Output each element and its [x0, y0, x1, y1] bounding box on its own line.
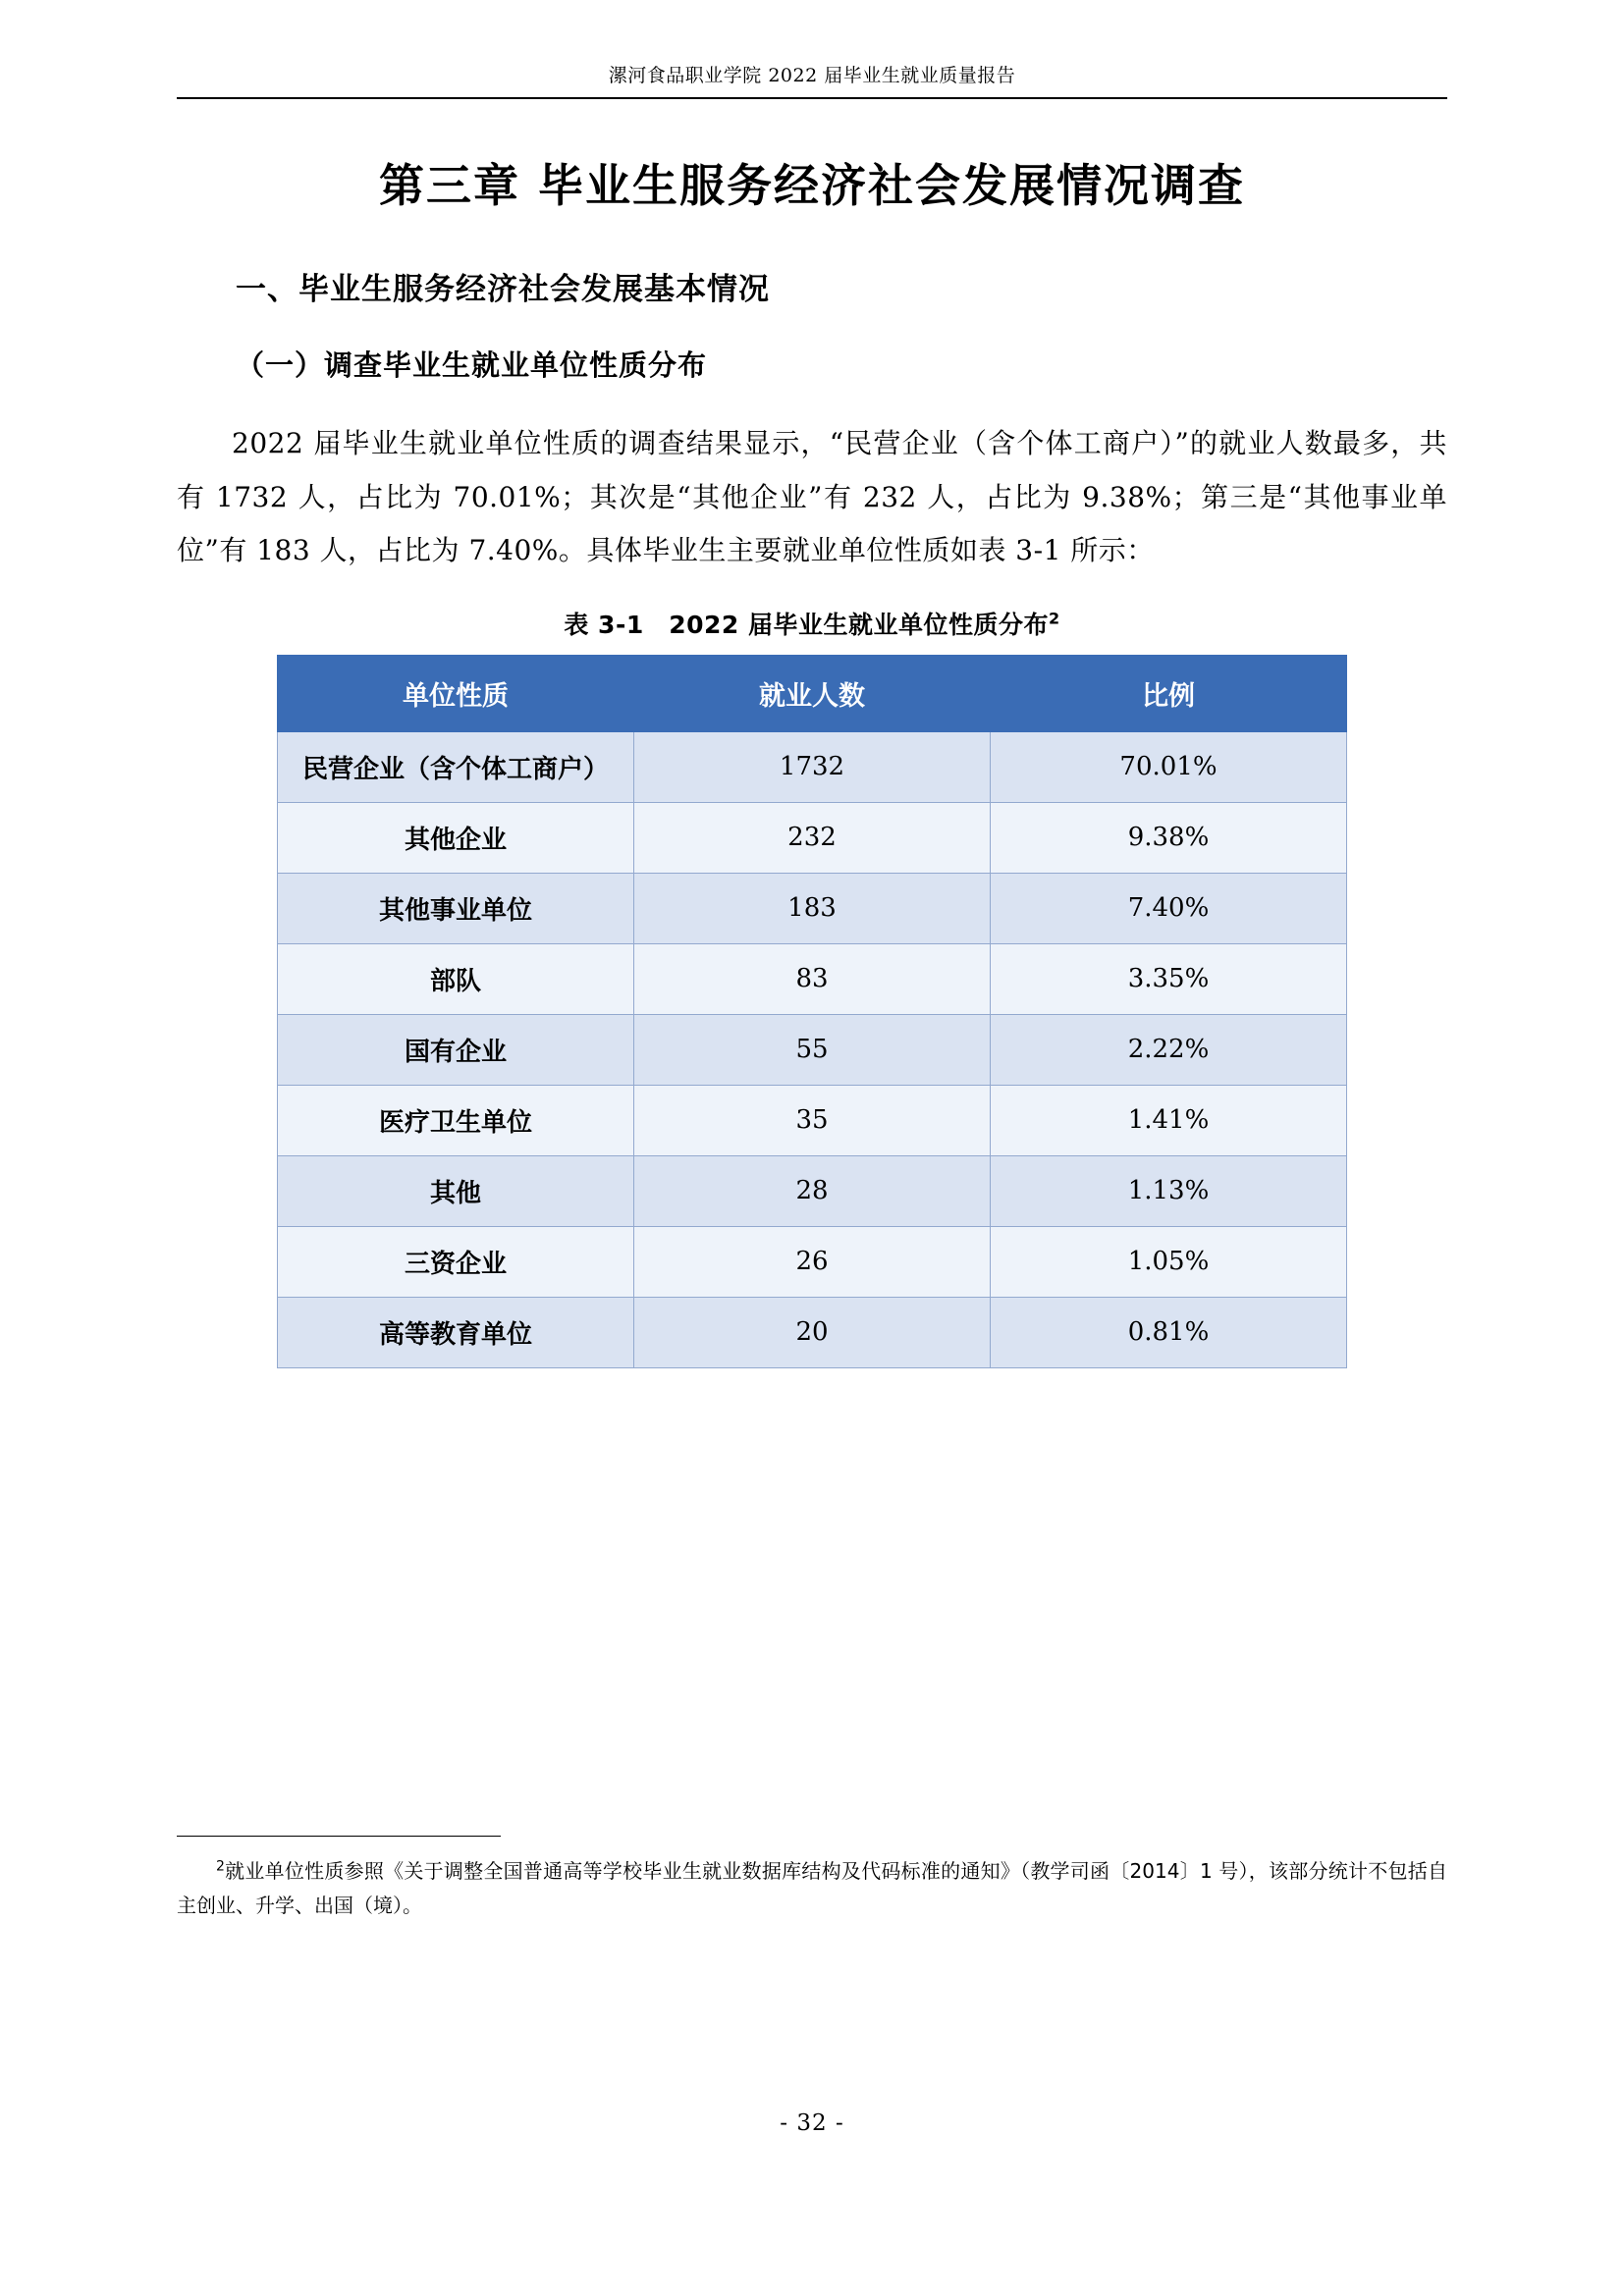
cell-ratio: 0.81%	[991, 1297, 1347, 1367]
footnote-text	[177, 1854, 1447, 1923]
table-caption	[177, 606, 1447, 641]
table-row	[278, 1226, 1347, 1297]
cell-nature: 其他事业单位	[278, 873, 634, 943]
cell-nature: 国有企业	[278, 1014, 634, 1085]
header-divider	[177, 97, 1447, 99]
table-body	[278, 731, 1347, 1367]
body-paragraph-1: 2022 届毕业生就业单位性质的调查结果显示，“民营企业（含个体工商户）”的就业人数最多，共有 1732 人，占比为 70.01%；其次是“其他企业”有 232 人，占比为 9.38%；第三是“其他事业单位”有 183 人，占比为 7.40%。具体毕业生主要就业单位性质如表 3-1 所示：	[177, 427, 1447, 567]
table-row	[278, 1085, 1347, 1155]
cell-ratio: 1.41%	[991, 1085, 1347, 1155]
table-row	[278, 731, 1347, 802]
cell-ratio: 70.01%	[991, 731, 1347, 802]
column-header-ratio: 比例	[991, 655, 1347, 731]
cell-nature: 民营企业（含个体工商户）	[278, 731, 634, 802]
table-caption-footnote-marker: 2	[1049, 609, 1060, 628]
cell-nature: 三资企业	[278, 1226, 634, 1297]
table-row	[278, 1297, 1347, 1367]
cell-count: 183	[634, 873, 991, 943]
cell-nature: 医疗卫生单位	[278, 1085, 634, 1155]
page-number: - 32 -	[780, 2110, 844, 2136]
footnote-body: 就业单位性质参照《关于调整全国普通高等学校毕业生就业数据库结构及代码标准的通知》（教学司函〔2014〕1 号），该部分统计不包括自主创业、升学、出国（境）。	[177, 1859, 1447, 1917]
employer-nature-table	[277, 655, 1347, 1368]
cell-count: 28	[634, 1155, 991, 1226]
cell-count: 55	[634, 1014, 991, 1085]
section-heading-1: 一、毕业生服务经济社会发展基本情况	[236, 272, 770, 307]
cell-nature: 其他企业	[278, 802, 634, 873]
cell-ratio: 1.13%	[991, 1155, 1347, 1226]
cell-nature: 其他	[278, 1155, 634, 1226]
footnote-area	[177, 1836, 1447, 1923]
cell-count: 35	[634, 1085, 991, 1155]
cell-nature: 高等教育单位	[278, 1297, 634, 1367]
footnote-divider	[177, 1836, 501, 1837]
chapter-title: 第三章 毕业生服务经济社会发展情况调查	[378, 159, 1245, 212]
column-header-nature: 单位性质	[278, 655, 634, 731]
running-header	[177, 0, 1447, 99]
subsection-heading-1: （一）调查毕业生就业单位性质分布	[236, 348, 708, 382]
cell-ratio: 1.05%	[991, 1226, 1347, 1297]
cell-count: 20	[634, 1297, 991, 1367]
table-head	[278, 655, 1347, 731]
table-row	[278, 1014, 1347, 1085]
cell-ratio: 7.40%	[991, 873, 1347, 943]
table-row	[278, 943, 1347, 1014]
column-header-count: 就业人数	[634, 655, 991, 731]
cell-count: 83	[634, 943, 991, 1014]
table-row	[278, 802, 1347, 873]
cell-count: 1732	[634, 731, 991, 802]
cell-ratio: 9.38%	[991, 802, 1347, 873]
table-header-row	[278, 655, 1347, 731]
cell-count: 232	[634, 802, 991, 873]
running-header-text: 漯河食品职业学院 2022 届毕业生就业质量报告	[608, 65, 1016, 86]
table-caption-text: 表 3-1 2022 届毕业生就业单位性质分布	[564, 610, 1049, 639]
table-row	[278, 873, 1347, 943]
cell-count: 26	[634, 1226, 991, 1297]
cell-ratio: 3.35%	[991, 943, 1347, 1014]
table-row	[278, 1155, 1347, 1226]
footnote-marker: 2	[216, 1858, 225, 1875]
cell-nature: 部队	[278, 943, 634, 1014]
cell-ratio: 2.22%	[991, 1014, 1347, 1085]
